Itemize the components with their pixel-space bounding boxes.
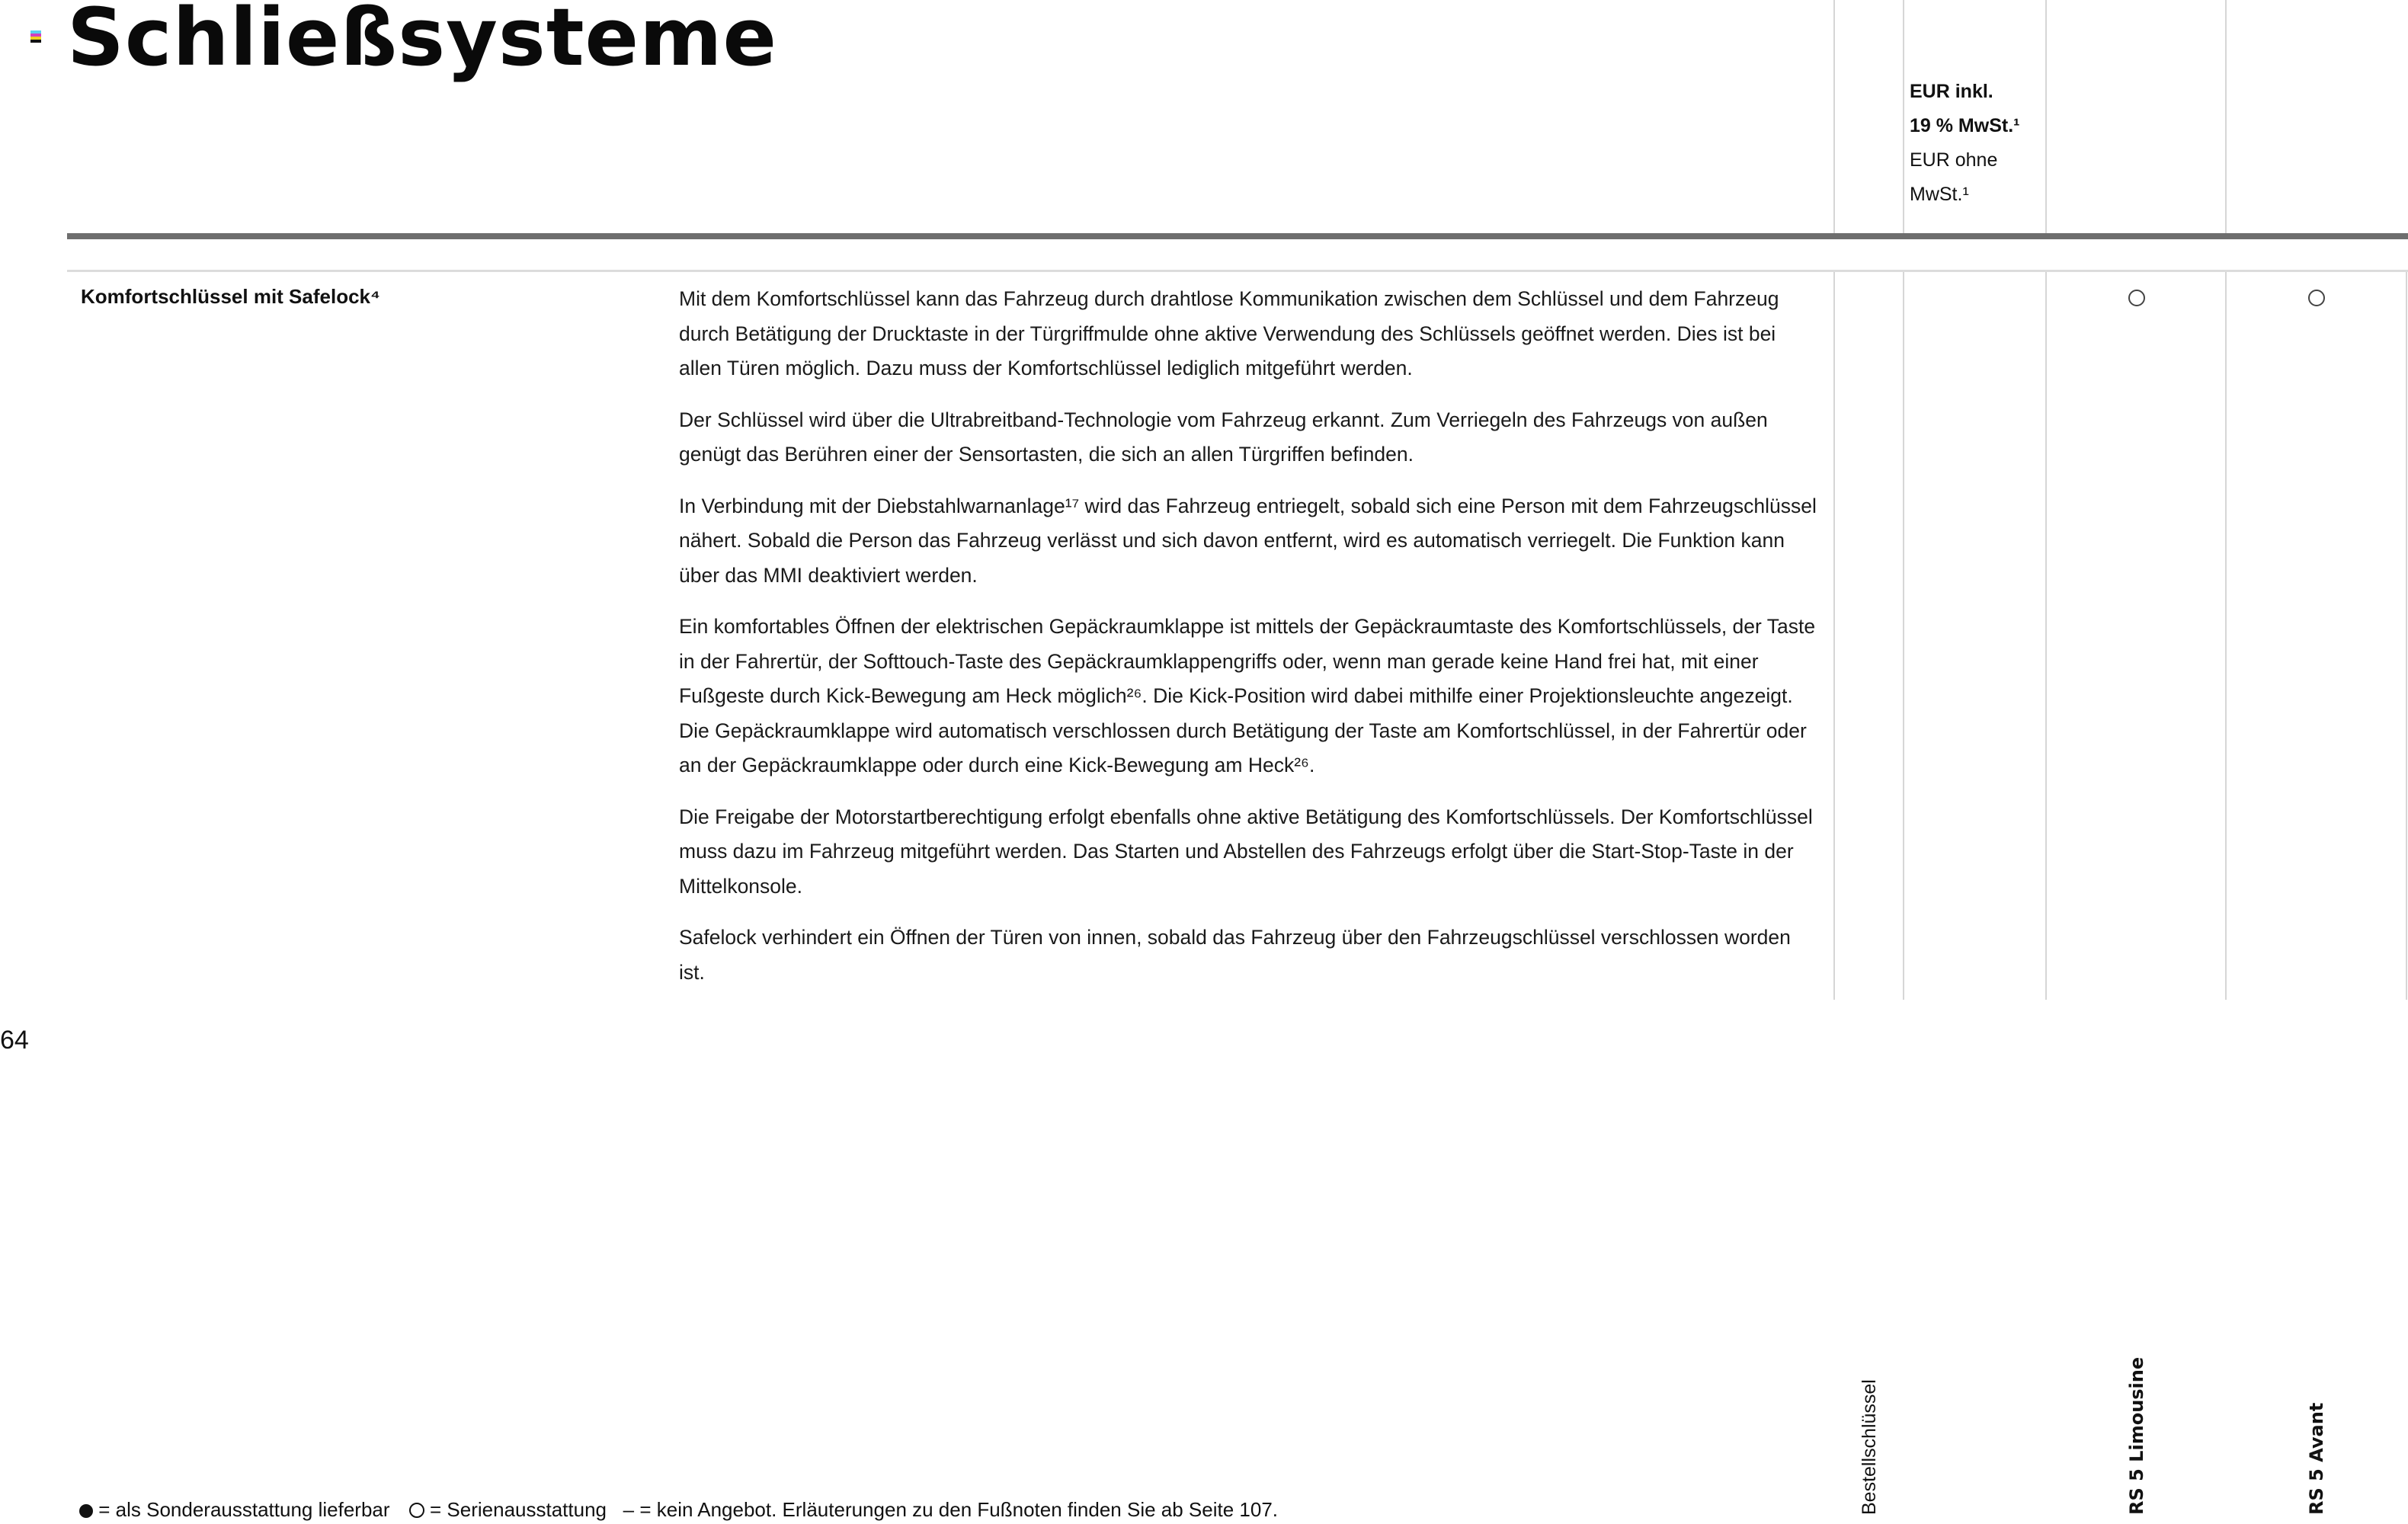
column-divider [2225, 272, 2227, 1000]
header-order-key: Bestellschlüssel [1859, 1379, 1880, 1515]
column-divider [1833, 272, 1835, 1000]
print-color-marks [30, 30, 41, 43]
page-title: Schließsysteme [67, 0, 777, 84]
legend-none: – = kein Angebot. Erläuterungen zu den Fußnoten finden Sie ab Seite 107. [623, 1498, 1279, 1521]
feature-description [679, 282, 1822, 1007]
standard-equipment-icon-avant [2308, 290, 2325, 306]
page-number: 64 [0, 1026, 29, 1055]
description-paragraph: Die Freigabe der Motorstartberechtigung erfolgt ebenfalls ohne aktive Betätigung des Komfortschlüssels. Der Komfortschlüssel muss dazu im Fahrzeug mitgeführt werden. Das Starten und Abstellen des Fahrzeugs erfolgt über die Start-Stop-Taste in der Mittelkonsole. [679, 805, 1813, 898]
price-excl-line2: MwSt.¹ [1910, 184, 1969, 205]
column-divider [2225, 0, 2227, 233]
description-paragraph: Ein komfortables Öffnen der elektrischen Gepäckraumklappe ist mittels der Gepäckraumtaste des Komfortschlüssels, der Taste in der Fahrertür, der Softtouch-Taste des Gepäckraumklappengriffs oder, wenn man gerade keine Hand frei hat, mit einer Fußgeste durch Kick-Bewegung am Heck möglich²⁶. Die Kick-Position wird dabei mithilfe einer Projektionsleuchte angezeigt. Die Gepäckraumklappe wird automatisch verschlossen durch Betätigung der Taste am Komfortschlüssel, in der Fahrertür oder an der Gepäckraumklappe oder durch eine Kick-Bewegung am Heck²⁶. [679, 615, 1816, 776]
column-divider [1833, 0, 1835, 233]
column-divider [2045, 0, 2047, 233]
empty-circle-icon [409, 1503, 424, 1518]
row-rule [67, 270, 2408, 272]
price-excl-line1: EUR ohne [1910, 149, 1998, 171]
description-paragraph: In Verbindung mit der Diebstahlwarnanlage¹⁷ wird das Fahrzeug entriegelt, sobald sich eine Person mit dem Fahrzeugschlüssel nähert. Sobald die Person das Fahrzeug verlässt und sich davon entfernt, wird es automatisch verriegelt. Die Funktion kann über das MMI deaktiviert werden. [679, 494, 1817, 587]
filled-circle-icon [79, 1504, 93, 1518]
column-divider [1903, 272, 1904, 1000]
feature-name: Komfortschlüssel mit Safelock⁴ [81, 285, 380, 308]
price-incl-line2: 19 % MwSt.¹ [1910, 115, 2020, 136]
column-divider [1903, 0, 1904, 233]
description-paragraph: Der Schlüssel wird über die Ultrabreitband-Technologie vom Fahrzeug erkannt. Zum Verriegeln des Fahrzeugs von außen genügt das Berühren einer der Sensortasten, die sich an allen Türgriffen befinden. [679, 408, 1768, 466]
description-paragraph: Mit dem Komfortschlüssel kann das Fahrzeug durch drahtlose Kommunikation zwischen dem Schlüssel und dem Fahrzeug durch Betätigung der Drucktaste in der Türgriffmulde ohne aktive Verwendung des Schlüssels geöffnet werden. Dies ist bei allen Türen möglich. Dazu muss der Komfortschlüssel lediglich mitgeführt werden. [679, 287, 1779, 379]
standard-equipment-icon-limousine [2128, 290, 2145, 306]
header-rs5-avant: RS 5 Avant [2306, 1402, 2327, 1515]
header-rule [67, 233, 2408, 239]
header-rs5-limousine: RS 5 Limousine [2126, 1356, 2147, 1515]
column-divider [2045, 272, 2047, 1000]
legend-optional: = als Sonderausstattung lieferbar [98, 1498, 390, 1521]
price-incl-line1: EUR inkl. [1910, 81, 1993, 102]
column-divider [2406, 272, 2407, 1000]
legend-standard: = Serienausstattung [430, 1498, 607, 1521]
header-price [1910, 75, 2019, 212]
legend [79, 1498, 1278, 1522]
description-paragraph: Safelock verhindert ein Öffnen der Türen von innen, sobald das Fahrzeug über den Fahrzeugschlüssel verschlossen worden ist. [679, 926, 1791, 984]
